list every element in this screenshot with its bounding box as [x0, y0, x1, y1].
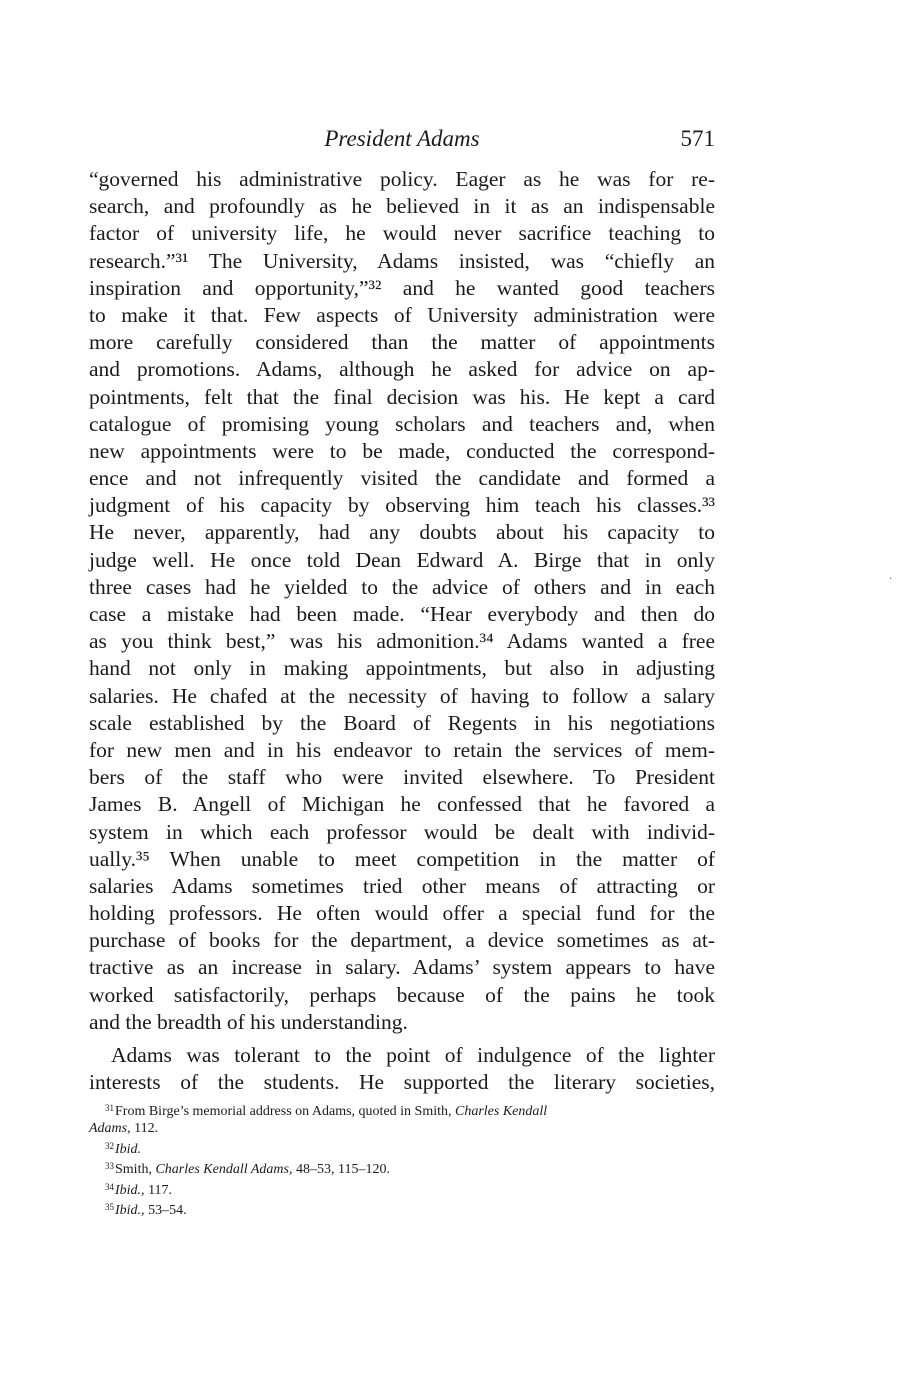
text-line: pointments, felt that the final decision was his. He kept a card [89, 384, 715, 409]
footnote-text: 53–54. [144, 1203, 187, 1219]
text-line: salaries. He chafed at the necessity of having to follow a salary [89, 683, 715, 708]
text-line: case a mistake had been made. “Hear everybody and then do [89, 602, 715, 626]
text-line: ence and not infrequently visited the candidate and formed a [89, 466, 715, 491]
footnote-34 [89, 1179, 715, 1199]
text-line: search, and profoundly as he believed in it as an indispensable [89, 194, 715, 219]
text-line: research.”³¹ The University, Adams insisted, was “chiefly an [89, 248, 715, 273]
footnote-number: 33 [105, 1161, 114, 1172]
text-line: judge well. He once told Dean Edward A. Birge that in only [89, 547, 715, 572]
footnote-title: Adams, [89, 1121, 131, 1137]
footnote-number: 35 [105, 1202, 114, 1213]
text-line: bers of the staff who were invited elsewhere. To President [89, 765, 715, 790]
text-line: scale established by the Board of Regents in his negotiations [89, 710, 715, 735]
footnote-title: Ibid., [115, 1203, 145, 1219]
footnote-title: Ibid., [115, 1182, 145, 1198]
footnote-text: 112. [130, 1121, 159, 1137]
page-number: 571 [680, 126, 715, 151]
footnote-33 [89, 1158, 715, 1178]
text-line: tractive as an increase in salary. Adams’ system appears to have [89, 955, 715, 980]
text-line: worked satisfactorily, perhaps because of the pains he took [89, 982, 715, 1007]
text-line: new appointments were to be made, conducted the correspond- [89, 438, 715, 463]
footnote-title: Charles Kendall [455, 1104, 548, 1119]
footnote-title: Ibid. [115, 1141, 142, 1157]
text-line: and promotions. Adams, although he asked for advice on ap- [89, 357, 715, 382]
footnote-text: 117. [144, 1182, 173, 1198]
text-line: ually.³⁵ When unable to meet competition in the matter of [89, 846, 715, 871]
text-line: for new men and in his endeavor to retain the services of mem- [89, 737, 715, 762]
text-line: catalogue of promising young scholars and teachers and, when [89, 411, 715, 436]
running-title: President Adams [324, 126, 480, 151]
text-line: purchase of books for the department, a device sometimes as at- [89, 928, 715, 953]
text-line: three cases had he yielded to the advice of others and in each [89, 574, 715, 599]
text-line: more carefully considered than the matter of appointments [89, 330, 715, 355]
footnote-number: 32 [105, 1140, 114, 1151]
footnote-31 [89, 1100, 715, 1120]
text-line: to make it that. Few aspects of University administration were [89, 302, 715, 327]
footnote-text: From Birge’s memorial address on Adams, quoted in Smith, [115, 1104, 455, 1119]
text-line: James B. Angell of Michigan he confessed that he favored a [89, 792, 715, 817]
margin-speck: · [889, 574, 893, 585]
footnote-32 [89, 1138, 715, 1158]
footnotes [89, 1100, 715, 1219]
text-line: Adams was tolerant to the point of indulgence of the lighter [111, 1043, 715, 1067]
text-line: hand not only in making appointments, but also in adjusting [89, 656, 715, 681]
footnote-35 [89, 1199, 715, 1219]
text-line: and the breadth of his understanding. [89, 1009, 408, 1034]
footnote-31-cont [89, 1120, 715, 1137]
text-line: “governed his administrative policy. Eager as he was for re- [89, 167, 715, 191]
text-line: salaries Adams sometimes tried other means of attracting or [89, 873, 715, 898]
text-line: inspiration and opportunity,”³² and he wanted good teachers [89, 275, 715, 300]
footnote-number: 31 [105, 1103, 114, 1113]
text-line: holding professors. He often would offer a special fund for the [89, 901, 715, 926]
running-head [89, 124, 715, 154]
footnote-title: Charles Kendall Adams, [155, 1162, 293, 1178]
body-text [89, 166, 715, 1096]
text-line: judgment of his capacity by observing him teach his classes.³³ [89, 493, 715, 518]
footnote-text: 48–53, 115–120. [292, 1162, 390, 1178]
text-line: as you think best,” was his admonition.³⁴ Adams wanted a free [89, 629, 715, 654]
text-line: factor of university life, he would never sacrifice teaching to [89, 221, 715, 246]
text-line: He never, apparently, had any doubts about his capacity to [89, 520, 715, 545]
footnote-number: 34 [105, 1181, 114, 1192]
text-line: interests of the students. He supported the literary societies, [89, 1070, 715, 1095]
footnote-text: Smith, [115, 1162, 156, 1178]
text-line: system in which each professor would be dealt with individ- [89, 819, 715, 844]
